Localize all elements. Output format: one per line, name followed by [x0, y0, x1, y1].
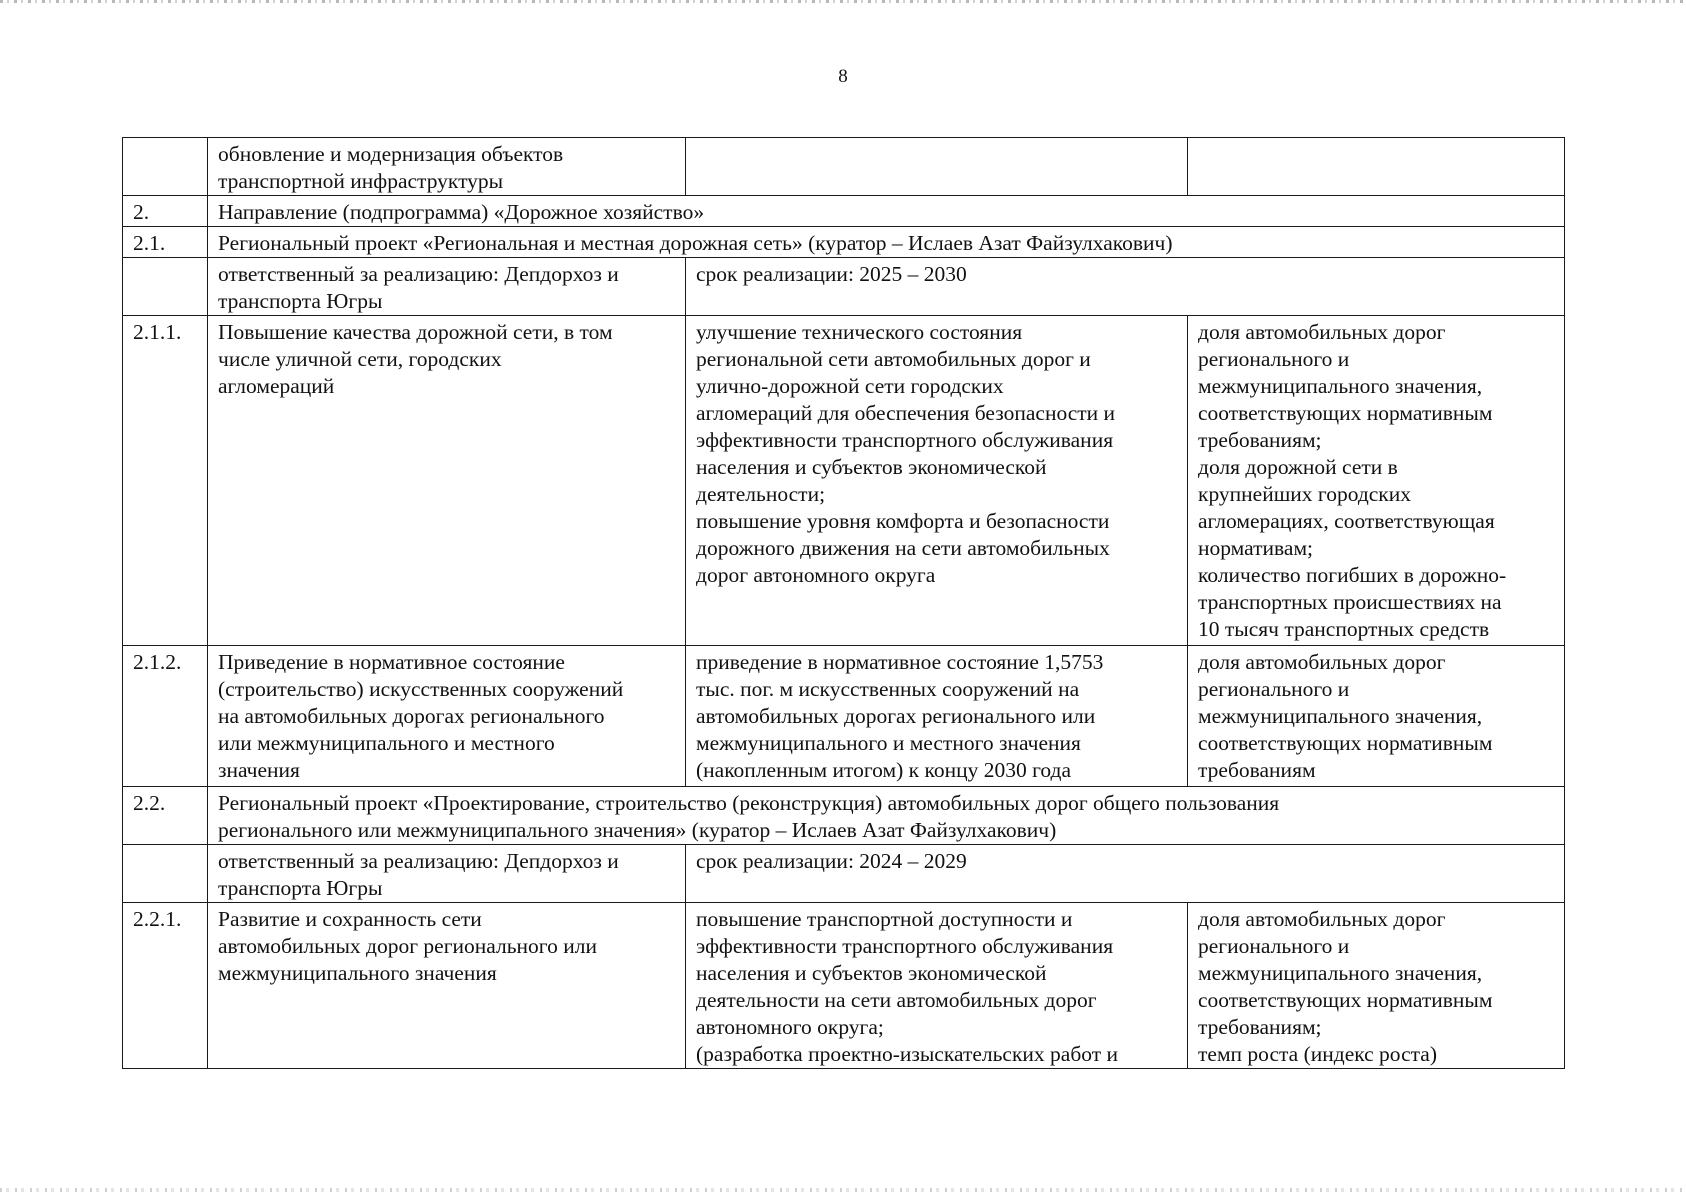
task-description — [686, 138, 1188, 196]
project-row — [123, 787, 1565, 845]
responsible-row — [123, 258, 1565, 316]
task-description: повышение транспортной доступности и эффективности транспортного обслуживания населения и субъектов экономической деятельности на сети автомобильных дорог автономного округа; (разработка проектно-изыскательских работ и — [686, 903, 1188, 1069]
row-number: 2.1. — [123, 227, 208, 258]
direction-row — [123, 196, 1565, 227]
task-name: Развитие и сохранность сети автомобильных дорог регионального или межмуниципального значения — [208, 903, 686, 1069]
scan-edge-top — [0, 0, 1686, 3]
task-description: приведение в нормативное состояние 1,5753 тыс. пог. м искусственных сооружений на автомобильных дорогах регионального или межмуниципального и местного значения (накопленным итогом) к концу 2030 года — [686, 646, 1188, 787]
table-row — [123, 646, 1565, 787]
responsible-text: ответственный за реализацию: Депдорхоз и транспорта Югры — [208, 258, 686, 316]
table-row — [123, 316, 1565, 646]
task-indicators: доля автомобильных дорог регионального и межмуниципального значения, соответствующих нормативным требованиям — [1188, 646, 1565, 787]
project-title: Региональный проект «Проектирование, строительство (реконструкция) автомобильных дорог общего пользования регионального или межмуниципального значения» (куратор – Ислаев Азат Файзулхакович) — [208, 787, 1565, 845]
task-indicators: доля автомобильных дорог регионального и межмуниципального значения, соответствующих нормативным требованиям; доля дорожной сети в крупнейших городских агломерациях, соответствующая нормативам; количество погибших в дорожно- транспортных происшествиях на 10 тысяч транспортных средств — [1188, 316, 1565, 646]
project-row — [123, 227, 1565, 258]
responsible-row — [123, 845, 1565, 903]
row-number — [123, 138, 208, 196]
task-description: улучшение технического состояния региональной сети автомобильных дорог и улично-дорожной сети городских агломераций для обеспечения безопасности и эффективности транспортного обслуживания населения и субъектов экономической деятельности; повышение уровня комфорта и безопасности дорожного движения на сети автомобильных дорог автономного округа — [686, 316, 1188, 646]
task-name: обновление и модернизация объектов транспортной инфраструктуры — [208, 138, 686, 196]
row-number — [123, 258, 208, 316]
row-number: 2.1.1. — [123, 316, 208, 646]
row-number — [123, 845, 208, 903]
row-number: 2. — [123, 196, 208, 227]
table-row — [123, 903, 1565, 1069]
direction-title: Направление (подпрограмма) «Дорожное хозяйство» — [208, 196, 1565, 227]
task-indicators — [1188, 138, 1565, 196]
task-name: Приведение в нормативное состояние (строительство) искусственных сооружений на автомобильных дорогах регионального или межмуниципального и местного значения — [208, 646, 686, 787]
project-title: Региональный проект «Региональная и местная дорожная сеть» (куратор – Ислаев Азат Файзулхакович) — [208, 227, 1565, 258]
row-number: 2.2.1. — [123, 903, 208, 1069]
row-number: 2.2. — [123, 787, 208, 845]
responsible-text: ответственный за реализацию: Депдорхоз и транспорта Югры — [208, 845, 686, 903]
task-name: Повышение качества дорожной сети, в том числе уличной сети, городских агломераций — [208, 316, 686, 646]
table-row — [123, 138, 1565, 196]
task-indicators: доля автомобильных дорог регионального и межмуниципального значения, соответствующих нормативным требованиям; темп роста (индекс роста) — [1188, 903, 1565, 1069]
page-number: 8 — [838, 66, 848, 87]
implementation-period: срок реализации: 2025 – 2030 — [686, 258, 1565, 316]
implementation-period: срок реализации: 2024 – 2029 — [686, 845, 1565, 903]
row-number: 2.1.2. — [123, 646, 208, 787]
scan-edge-bottom — [0, 1188, 1686, 1192]
program-structure-table — [122, 137, 1565, 1069]
